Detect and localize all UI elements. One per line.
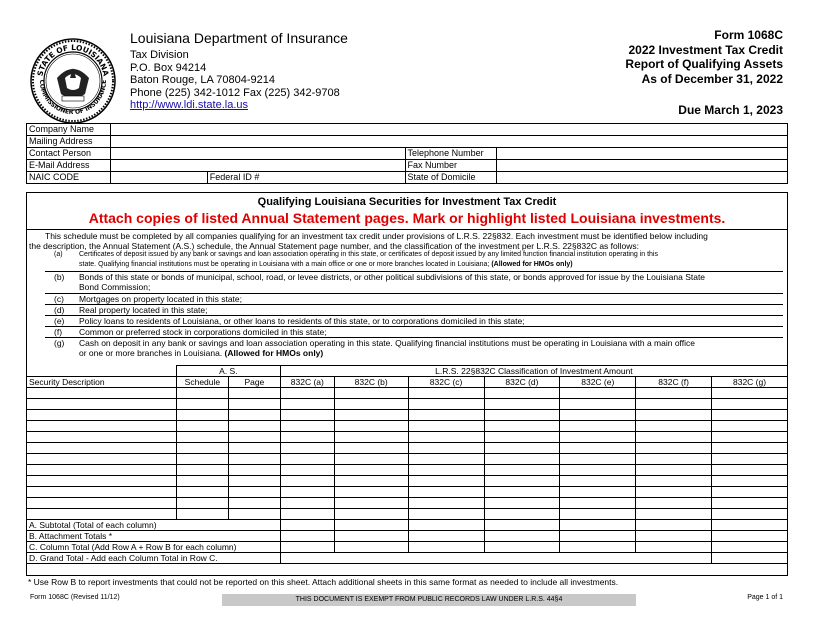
entry-cell[interactable] bbox=[484, 509, 560, 520]
schedule-instructions bbox=[29, 231, 783, 251]
divider bbox=[27, 229, 787, 230]
total-cell[interactable] bbox=[712, 531, 788, 542]
item-text bbox=[79, 272, 779, 292]
table-row bbox=[27, 432, 788, 443]
column-header: 832C (c) bbox=[408, 377, 484, 388]
item-line-1: Common or preferred stock in corporations domiciled in this state; bbox=[79, 327, 327, 337]
entry-cell[interactable] bbox=[712, 476, 788, 487]
item-line-1: Cash on deposit in any bank or savings and loan association operating in this state. Qualifying financial institutions must be operating in Louisiana with a main office bbox=[79, 338, 695, 348]
item-line-1: Mortgages on property located in this state; bbox=[79, 294, 243, 304]
schedule-title: Qualifying Louisiana Securities for Investment Tax Credit bbox=[257, 196, 557, 208]
entry-cell[interactable] bbox=[334, 410, 408, 421]
column-header: 832C (f) bbox=[636, 377, 712, 388]
email-label: E-Mail Address bbox=[27, 160, 111, 172]
entry-cell[interactable] bbox=[636, 476, 712, 487]
entry-cell[interactable] bbox=[712, 509, 788, 520]
total-label: A. Subtotal (Total of each column) bbox=[27, 520, 281, 531]
table-row bbox=[27, 476, 788, 487]
total-cell[interactable] bbox=[560, 542, 636, 553]
entry-cell[interactable] bbox=[27, 421, 177, 432]
entry-cell[interactable] bbox=[636, 454, 712, 465]
entry-cell[interactable] bbox=[228, 443, 280, 454]
total-cell[interactable] bbox=[484, 542, 560, 553]
entry-cell[interactable] bbox=[712, 465, 788, 476]
entry-cell[interactable] bbox=[636, 399, 712, 410]
entry-cell[interactable] bbox=[280, 432, 334, 443]
mailing-address-label: Mailing Address bbox=[27, 136, 111, 148]
po-box: P.O. Box 94214 bbox=[130, 61, 207, 74]
form-title-2: Report of Qualifying Assets bbox=[625, 57, 783, 71]
entry-cell[interactable] bbox=[27, 443, 177, 454]
entry-cell[interactable] bbox=[484, 388, 560, 399]
item-divider bbox=[45, 271, 783, 272]
total-cell[interactable] bbox=[280, 542, 334, 553]
entry-cell[interactable] bbox=[27, 476, 177, 487]
entry-cell[interactable] bbox=[484, 454, 560, 465]
item-letter: (c) bbox=[54, 294, 64, 304]
entry-cell[interactable] bbox=[484, 465, 560, 476]
item-line-2-text: or one or more branches in Louisiana. bbox=[79, 348, 223, 358]
column-header: 832C (g) bbox=[712, 377, 788, 388]
company-name-field[interactable] bbox=[110, 124, 787, 136]
column-header: 832C (e) bbox=[560, 377, 636, 388]
entry-cell[interactable] bbox=[712, 498, 788, 509]
total-cell[interactable] bbox=[712, 520, 788, 531]
entry-cell[interactable] bbox=[280, 399, 334, 410]
item-divider bbox=[45, 337, 783, 338]
federal-id-label: Federal ID # bbox=[207, 172, 405, 184]
table-row bbox=[27, 465, 788, 476]
entry-cell[interactable] bbox=[636, 487, 712, 498]
entry-cell[interactable] bbox=[484, 476, 560, 487]
total-row bbox=[27, 553, 788, 564]
total-cell[interactable] bbox=[408, 542, 484, 553]
blank-header-cell bbox=[27, 366, 177, 377]
entry-cell[interactable] bbox=[280, 454, 334, 465]
item-text bbox=[79, 327, 779, 337]
entry-cell[interactable] bbox=[712, 399, 788, 410]
table-row bbox=[27, 399, 788, 410]
item-letter: (e) bbox=[54, 316, 65, 326]
item-letter: (b) bbox=[54, 272, 65, 282]
column-header: 832C (b) bbox=[334, 377, 408, 388]
entry-cell[interactable] bbox=[408, 476, 484, 487]
entry-cell[interactable] bbox=[484, 487, 560, 498]
table-row bbox=[27, 498, 788, 509]
securities-table bbox=[26, 365, 788, 564]
item-line-2 bbox=[79, 260, 779, 270]
table-row bbox=[27, 388, 788, 399]
column-header: 832C (a) bbox=[280, 377, 334, 388]
entry-cell[interactable] bbox=[280, 410, 334, 421]
entry-cell[interactable] bbox=[408, 410, 484, 421]
total-cell[interactable] bbox=[280, 520, 334, 531]
table-row bbox=[27, 443, 788, 454]
entry-cell[interactable] bbox=[408, 487, 484, 498]
entry-cell[interactable] bbox=[560, 421, 636, 432]
exempt-notice: THIS DOCUMENT IS EXEMPT FROM PUBLIC RECORDS LAW UNDER L.R.S. 44§4 bbox=[222, 594, 636, 606]
svg-text:COMMISSIONER OF INSURANCE: COMMISSIONER OF INSURANCE bbox=[37, 79, 109, 117]
telephone-field[interactable] bbox=[496, 148, 788, 160]
entry-cell[interactable] bbox=[228, 454, 280, 465]
entry-cell[interactable] bbox=[228, 432, 280, 443]
entry-cell[interactable] bbox=[334, 443, 408, 454]
entry-cell[interactable] bbox=[27, 399, 177, 410]
entry-cell[interactable] bbox=[484, 443, 560, 454]
item-line-2 bbox=[79, 348, 779, 358]
department-seal-logo bbox=[30, 38, 116, 124]
entry-cell[interactable] bbox=[712, 388, 788, 399]
entry-cell[interactable] bbox=[334, 487, 408, 498]
entry-cell[interactable] bbox=[484, 410, 560, 421]
entry-cell[interactable] bbox=[560, 410, 636, 421]
entry-cell[interactable] bbox=[712, 454, 788, 465]
entry-cell[interactable] bbox=[334, 388, 408, 399]
website-link[interactable]: http://www.ldi.state.la.us bbox=[130, 99, 248, 111]
entry-cell[interactable] bbox=[636, 432, 712, 443]
entry-cell[interactable] bbox=[27, 509, 177, 520]
fax-field[interactable] bbox=[496, 160, 788, 172]
item-text bbox=[79, 316, 779, 326]
entry-cell[interactable] bbox=[560, 498, 636, 509]
instructions-line-1: This schedule must be completed by all companies qualifying for an investment tax credit under provisions of L.R.S. 22§832. Each investment must be identified below including bbox=[45, 231, 708, 241]
company-info-table bbox=[26, 123, 788, 184]
total-row bbox=[27, 520, 788, 531]
entry-cell[interactable] bbox=[408, 498, 484, 509]
entry-cell[interactable] bbox=[712, 443, 788, 454]
entry-cell[interactable] bbox=[27, 487, 177, 498]
entry-cell[interactable] bbox=[560, 465, 636, 476]
column-header: 832C (d) bbox=[484, 377, 560, 388]
entry-cell[interactable] bbox=[280, 509, 334, 520]
total-cell[interactable] bbox=[636, 542, 712, 553]
table-row bbox=[27, 509, 788, 520]
entry-cell[interactable] bbox=[334, 498, 408, 509]
item-line-2 bbox=[79, 282, 779, 292]
item-letter: (g) bbox=[54, 338, 65, 348]
total-cell[interactable] bbox=[334, 520, 408, 531]
table-row bbox=[27, 487, 788, 498]
entry-cell[interactable] bbox=[560, 509, 636, 520]
total-label: B. Attachment Totals * bbox=[27, 531, 281, 542]
total-cell[interactable] bbox=[334, 531, 408, 542]
entry-cell[interactable] bbox=[228, 509, 280, 520]
entry-cell[interactable] bbox=[712, 487, 788, 498]
entry-cell[interactable] bbox=[280, 498, 334, 509]
entry-cell[interactable] bbox=[176, 476, 228, 487]
entry-cell[interactable] bbox=[228, 410, 280, 421]
fax-label: Fax Number bbox=[405, 160, 496, 172]
item-letter: (f) bbox=[54, 327, 63, 337]
entry-cell[interactable] bbox=[334, 509, 408, 520]
grand-total-cell[interactable] bbox=[712, 553, 788, 564]
entry-cell[interactable] bbox=[228, 421, 280, 432]
total-label: D. Grand Total - Add each Column Total in Row C. bbox=[27, 553, 281, 564]
total-cell[interactable] bbox=[636, 531, 712, 542]
hmo-allowed-note: (Allowed for HMOs only) bbox=[491, 261, 573, 268]
item-text bbox=[79, 338, 779, 358]
lrs-header: L.R.S. 22§832C Classification of Investment Amount bbox=[280, 366, 787, 377]
table-row bbox=[27, 421, 788, 432]
as-header: A. S. bbox=[176, 366, 280, 377]
entry-cell[interactable] bbox=[560, 399, 636, 410]
page-number: Page 1 of 1 bbox=[747, 594, 783, 601]
total-row bbox=[27, 531, 788, 542]
form-header bbox=[625, 28, 783, 86]
city-line: Baton Rouge, LA 70804-9214 bbox=[130, 74, 275, 86]
entry-cell[interactable] bbox=[334, 454, 408, 465]
entry-cell[interactable] bbox=[636, 410, 712, 421]
footnote: * Use Row B to report investments that could not be reported on this sheet. Attach additional sheets in this same format as needed to include all investments. bbox=[28, 577, 619, 587]
form-title-3: As of December 31, 2022 bbox=[641, 71, 783, 86]
entry-cell[interactable] bbox=[280, 465, 334, 476]
entry-cell[interactable] bbox=[560, 432, 636, 443]
item-line-2-text: Bond Commission; bbox=[79, 282, 151, 292]
entry-cell[interactable] bbox=[560, 388, 636, 399]
entry-cell[interactable] bbox=[560, 487, 636, 498]
entry-cell[interactable] bbox=[712, 410, 788, 421]
entry-cell[interactable] bbox=[484, 498, 560, 509]
naic-field[interactable] bbox=[110, 172, 207, 184]
attach-notice: Attach copies of listed Annual Statement pages. Mark or highlight listed Louisiana investments. bbox=[88, 210, 726, 226]
total-cell[interactable] bbox=[712, 542, 788, 553]
mailing-address-field[interactable] bbox=[110, 136, 787, 148]
total-cell[interactable] bbox=[408, 531, 484, 542]
item-line-1: Bonds of this state or bonds of municipal, school, road, or levee districts, or other political subdivisions of this state, or bonds approved for issue by the Louisiana State bbox=[79, 272, 706, 282]
total-row bbox=[27, 542, 788, 553]
grand-total-spacer bbox=[280, 553, 711, 564]
entry-cell[interactable] bbox=[636, 498, 712, 509]
entry-cell[interactable] bbox=[228, 465, 280, 476]
entry-cell[interactable] bbox=[334, 465, 408, 476]
total-cell[interactable] bbox=[636, 520, 712, 531]
entry-cell[interactable] bbox=[636, 509, 712, 520]
instructions-line-2: the description, the Annual Statement (A.S.) schedule, the Annual Statement page number, and the classification of the investment per L.R.S. 22§832C as follows: bbox=[29, 241, 640, 251]
entry-cell[interactable] bbox=[408, 509, 484, 520]
entry-cell[interactable] bbox=[228, 498, 280, 509]
entry-cell[interactable] bbox=[280, 388, 334, 399]
entry-cell[interactable] bbox=[176, 443, 228, 454]
entry-cell[interactable] bbox=[560, 443, 636, 454]
form-revision: Form 1068C (Revised 11/12) bbox=[30, 594, 120, 601]
entry-cell[interactable] bbox=[408, 432, 484, 443]
domicile-label: State of Domicile bbox=[405, 172, 496, 184]
entry-cell[interactable] bbox=[334, 399, 408, 410]
item-divider bbox=[45, 315, 783, 316]
entry-cell[interactable] bbox=[334, 476, 408, 487]
column-header: Page bbox=[228, 377, 280, 388]
entry-cell[interactable] bbox=[636, 421, 712, 432]
entry-cell[interactable] bbox=[712, 432, 788, 443]
item-text bbox=[79, 305, 779, 315]
total-cell[interactable] bbox=[560, 531, 636, 542]
telephone-label: Telephone Number bbox=[405, 148, 496, 160]
entry-cell[interactable] bbox=[560, 476, 636, 487]
email-field[interactable] bbox=[110, 160, 405, 172]
svg-text:STATE OF LOUISIANA: STATE OF LOUISIANA bbox=[35, 42, 111, 77]
department-address bbox=[130, 49, 340, 112]
item-divider bbox=[45, 326, 783, 327]
entry-cell[interactable] bbox=[228, 487, 280, 498]
naic-label: NAIC CODE bbox=[27, 172, 111, 184]
entry-cell[interactable] bbox=[176, 432, 228, 443]
entry-cell[interactable] bbox=[408, 465, 484, 476]
entry-cell[interactable] bbox=[560, 454, 636, 465]
item-divider bbox=[45, 304, 783, 305]
item-letter: (a) bbox=[54, 251, 63, 258]
column-header: Security Description bbox=[27, 377, 177, 388]
department-name: Louisiana Department of Insurance bbox=[130, 30, 348, 46]
entry-cell[interactable] bbox=[27, 388, 177, 399]
total-cell[interactable] bbox=[560, 520, 636, 531]
entry-cell[interactable] bbox=[176, 465, 228, 476]
entry-cell[interactable] bbox=[27, 498, 177, 509]
entry-cell[interactable] bbox=[408, 399, 484, 410]
schedule-section bbox=[26, 192, 788, 576]
entry-cell[interactable] bbox=[176, 509, 228, 520]
entry-cell[interactable] bbox=[280, 487, 334, 498]
company-name-label: Company Name bbox=[27, 124, 111, 136]
item-letter: (d) bbox=[54, 305, 65, 315]
form-title-1: 2022 Investment Tax Credit bbox=[628, 42, 783, 57]
due-date: Due March 1, 2023 bbox=[678, 103, 783, 117]
entry-cell[interactable] bbox=[176, 399, 228, 410]
contact-person-label: Contact Person bbox=[27, 148, 111, 160]
entry-cell[interactable] bbox=[636, 465, 712, 476]
entry-cell[interactable] bbox=[484, 432, 560, 443]
item-line-1: Policy loans to residents of Louisiana, or other loans to residents of this state, or to corporations domiciled in this state; bbox=[79, 316, 525, 326]
entry-cell[interactable] bbox=[176, 454, 228, 465]
entry-cell[interactable] bbox=[176, 487, 228, 498]
contact-person-field[interactable] bbox=[110, 148, 405, 160]
domicile-field[interactable] bbox=[496, 172, 788, 184]
total-cell[interactable] bbox=[484, 531, 560, 542]
entry-cell[interactable] bbox=[280, 443, 334, 454]
entry-cell[interactable] bbox=[27, 454, 177, 465]
entry-cell[interactable] bbox=[484, 421, 560, 432]
table-row bbox=[27, 454, 788, 465]
entry-cell[interactable] bbox=[228, 388, 280, 399]
entry-cell[interactable] bbox=[408, 421, 484, 432]
item-line-1: Real property located in this state; bbox=[79, 305, 208, 315]
entry-cell[interactable] bbox=[334, 421, 408, 432]
division: Tax Division bbox=[130, 49, 189, 61]
entry-cell[interactable] bbox=[408, 443, 484, 454]
table-row bbox=[27, 410, 788, 421]
phone-fax: Phone (225) 342-1012 Fax (225) 342-9708 bbox=[130, 86, 340, 99]
entry-cell[interactable] bbox=[484, 399, 560, 410]
column-header: Schedule bbox=[176, 377, 228, 388]
hmo-allowed-note: (Allowed for HMOs only) bbox=[224, 348, 324, 358]
entry-cell[interactable] bbox=[176, 421, 228, 432]
entry-cell[interactable] bbox=[636, 443, 712, 454]
entry-cell[interactable] bbox=[228, 476, 280, 487]
item-text bbox=[79, 294, 779, 304]
entry-cell[interactable] bbox=[636, 388, 712, 399]
item-line-2-text: state. Qualifying financial institutions must be operating in Louisiana with a main office or one or more branches located in Louisiana; bbox=[79, 261, 490, 268]
entry-cell[interactable] bbox=[408, 388, 484, 399]
entry-cell[interactable] bbox=[334, 432, 408, 443]
entry-cell[interactable] bbox=[176, 388, 228, 399]
column-header-row bbox=[27, 377, 788, 388]
form-number: Form 1068C bbox=[714, 28, 783, 42]
entry-cell[interactable] bbox=[408, 454, 484, 465]
item-text bbox=[79, 250, 779, 270]
total-cell[interactable] bbox=[408, 520, 484, 531]
entry-cell[interactable] bbox=[280, 421, 334, 432]
entry-cell[interactable] bbox=[176, 410, 228, 421]
total-cell[interactable] bbox=[280, 531, 334, 542]
entry-cell[interactable] bbox=[228, 399, 280, 410]
total-label: C. Column Total (Add Row A + Row B for each column) bbox=[27, 542, 281, 553]
item-divider bbox=[45, 293, 783, 294]
item-line-1: Certificates of deposit issued by any bank or savings and loan association operating in this state, or certificates of deposit issued by any limited function financial institution operating in this bbox=[79, 251, 658, 258]
entry-cell[interactable] bbox=[27, 432, 177, 443]
entry-cell[interactable] bbox=[27, 410, 177, 421]
total-cell[interactable] bbox=[484, 520, 560, 531]
total-cell[interactable] bbox=[334, 542, 408, 553]
entry-cell[interactable] bbox=[176, 498, 228, 509]
entry-cell[interactable] bbox=[280, 476, 334, 487]
entry-cell[interactable] bbox=[27, 465, 177, 476]
entry-cell[interactable] bbox=[712, 421, 788, 432]
